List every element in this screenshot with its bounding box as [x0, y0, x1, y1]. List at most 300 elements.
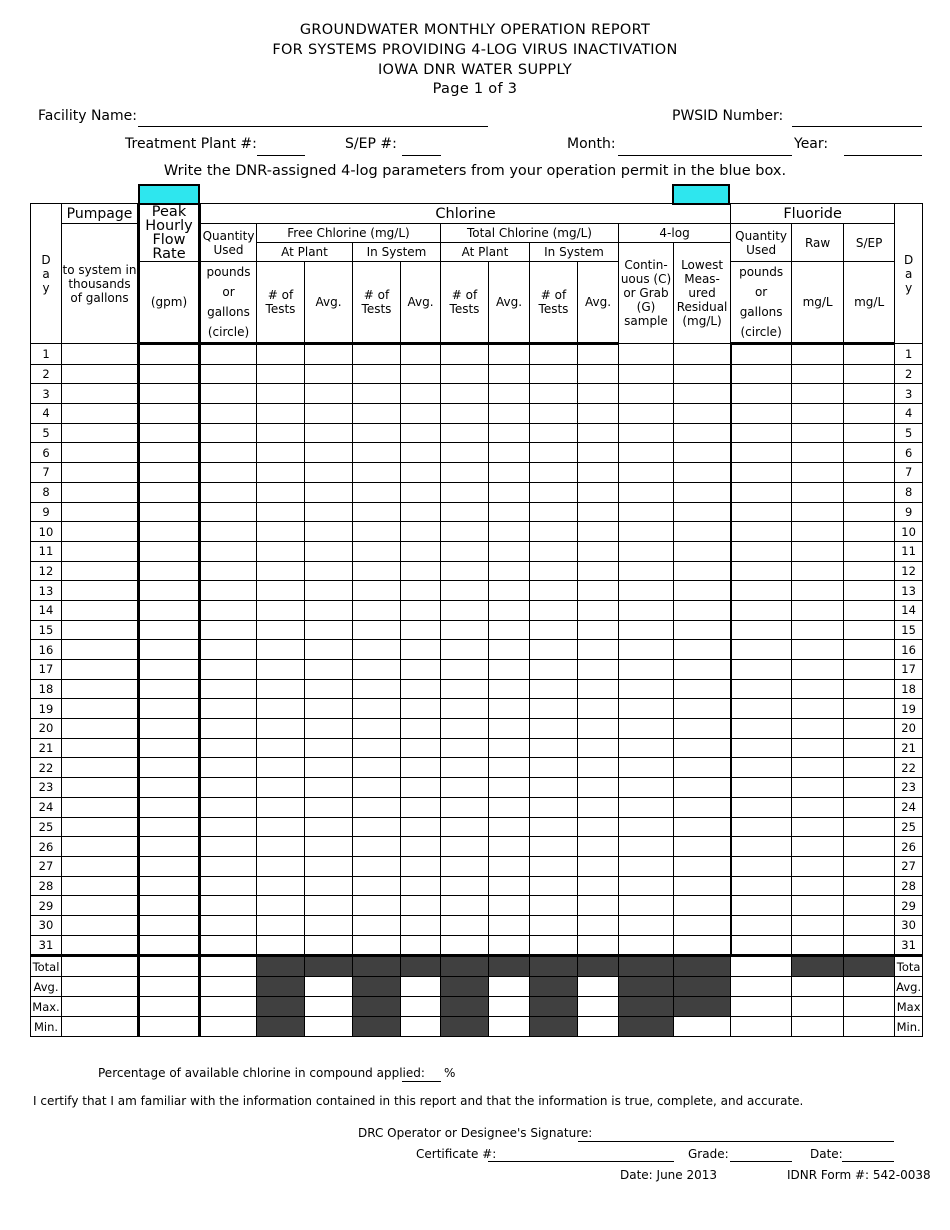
- day-cell[interactable]: [530, 915, 578, 935]
- summary-cell[interactable]: [578, 997, 619, 1017]
- day-cell[interactable]: [674, 738, 731, 758]
- day-cell[interactable]: [619, 384, 674, 404]
- day-cell[interactable]: [353, 935, 401, 956]
- day-cell[interactable]: [731, 600, 792, 620]
- percentage-field[interactable]: [402, 1081, 441, 1082]
- day-cell[interactable]: [441, 640, 489, 660]
- day-cell[interactable]: [792, 561, 844, 581]
- day-cell[interactable]: [353, 482, 401, 502]
- day-cell[interactable]: [62, 876, 139, 896]
- day-cell[interactable]: [731, 581, 792, 601]
- summary-cell[interactable]: [62, 997, 139, 1017]
- day-cell[interactable]: [489, 915, 530, 935]
- day-cell[interactable]: [62, 640, 139, 660]
- day-cell[interactable]: [305, 758, 353, 778]
- day-cell[interactable]: [305, 344, 353, 365]
- facility-name-field[interactable]: [138, 126, 488, 127]
- day-cell[interactable]: [731, 541, 792, 561]
- day-cell[interactable]: [257, 856, 305, 876]
- day-cell[interactable]: [844, 443, 895, 463]
- day-cell[interactable]: [305, 443, 353, 463]
- day-cell[interactable]: [401, 699, 441, 719]
- day-cell[interactable]: [62, 935, 139, 956]
- day-cell[interactable]: [353, 896, 401, 916]
- day-cell[interactable]: [578, 699, 619, 719]
- day-cell[interactable]: [578, 384, 619, 404]
- day-cell[interactable]: [305, 463, 353, 483]
- day-cell[interactable]: [731, 404, 792, 424]
- day-cell[interactable]: [139, 502, 200, 522]
- day-cell[interactable]: [353, 719, 401, 739]
- day-cell[interactable]: [305, 482, 353, 502]
- day-cell[interactable]: [401, 679, 441, 699]
- day-cell[interactable]: [139, 699, 200, 719]
- summary-cell[interactable]: [844, 997, 895, 1017]
- day-cell[interactable]: [731, 364, 792, 384]
- day-cell[interactable]: [353, 404, 401, 424]
- day-cell[interactable]: [257, 620, 305, 640]
- day-cell[interactable]: [530, 581, 578, 601]
- summary-cell[interactable]: [401, 977, 441, 997]
- day-cell[interactable]: [139, 423, 200, 443]
- day-cell[interactable]: [578, 719, 619, 739]
- day-cell[interactable]: [674, 758, 731, 778]
- day-cell[interactable]: [441, 758, 489, 778]
- day-cell[interactable]: [401, 423, 441, 443]
- day-cell[interactable]: [530, 344, 578, 365]
- day-cell[interactable]: [731, 384, 792, 404]
- day-cell[interactable]: [401, 482, 441, 502]
- day-cell[interactable]: [200, 482, 257, 502]
- year-field[interactable]: [844, 155, 922, 156]
- day-cell[interactable]: [62, 817, 139, 837]
- day-cell[interactable]: [139, 817, 200, 837]
- summary-cell[interactable]: [139, 1017, 200, 1037]
- day-cell[interactable]: [62, 915, 139, 935]
- day-cell[interactable]: [578, 541, 619, 561]
- day-cell[interactable]: [139, 738, 200, 758]
- day-cell[interactable]: [353, 797, 401, 817]
- day-cell[interactable]: [844, 620, 895, 640]
- day-cell[interactable]: [441, 522, 489, 542]
- day-cell[interactable]: [619, 463, 674, 483]
- day-cell[interactable]: [139, 876, 200, 896]
- day-cell[interactable]: [353, 738, 401, 758]
- day-cell[interactable]: [489, 896, 530, 916]
- day-cell[interactable]: [353, 699, 401, 719]
- day-cell[interactable]: [200, 463, 257, 483]
- day-cell[interactable]: [62, 758, 139, 778]
- day-cell[interactable]: [441, 620, 489, 640]
- grade-field[interactable]: [730, 1161, 792, 1162]
- day-cell[interactable]: [441, 797, 489, 817]
- day-cell[interactable]: [619, 856, 674, 876]
- day-cell[interactable]: [578, 522, 619, 542]
- day-cell[interactable]: [305, 876, 353, 896]
- day-cell[interactable]: [619, 600, 674, 620]
- day-cell[interactable]: [353, 817, 401, 837]
- day-cell[interactable]: [489, 856, 530, 876]
- day-cell[interactable]: [731, 482, 792, 502]
- day-cell[interactable]: [401, 364, 441, 384]
- day-cell[interactable]: [619, 915, 674, 935]
- day-cell[interactable]: [305, 719, 353, 739]
- day-cell[interactable]: [62, 856, 139, 876]
- day-cell[interactable]: [441, 581, 489, 601]
- day-cell[interactable]: [792, 837, 844, 857]
- day-cell[interactable]: [792, 364, 844, 384]
- day-cell[interactable]: [731, 344, 792, 365]
- day-cell[interactable]: [674, 423, 731, 443]
- day-cell[interactable]: [674, 660, 731, 680]
- day-cell[interactable]: [257, 876, 305, 896]
- day-cell[interactable]: [489, 640, 530, 660]
- day-cell[interactable]: [619, 738, 674, 758]
- day-cell[interactable]: [139, 404, 200, 424]
- summary-cell[interactable]: [139, 956, 200, 977]
- day-cell[interactable]: [619, 896, 674, 916]
- day-cell[interactable]: [139, 856, 200, 876]
- day-cell[interactable]: [578, 837, 619, 857]
- day-cell[interactable]: [200, 758, 257, 778]
- day-cell[interactable]: [530, 561, 578, 581]
- day-cell[interactable]: [401, 856, 441, 876]
- day-cell[interactable]: [489, 620, 530, 640]
- day-cell[interactable]: [530, 423, 578, 443]
- day-cell[interactable]: [530, 541, 578, 561]
- day-cell[interactable]: [731, 896, 792, 916]
- day-cell[interactable]: [792, 463, 844, 483]
- day-cell[interactable]: [674, 404, 731, 424]
- day-cell[interactable]: [792, 758, 844, 778]
- day-cell[interactable]: [619, 620, 674, 640]
- day-cell[interactable]: [353, 443, 401, 463]
- day-cell[interactable]: [353, 344, 401, 365]
- day-cell[interactable]: [578, 423, 619, 443]
- day-cell[interactable]: [200, 640, 257, 660]
- day-cell[interactable]: [530, 620, 578, 640]
- day-cell[interactable]: [844, 935, 895, 956]
- day-cell[interactable]: [139, 364, 200, 384]
- day-cell[interactable]: [792, 817, 844, 837]
- day-cell[interactable]: [257, 896, 305, 916]
- day-cell[interactable]: [844, 502, 895, 522]
- day-cell[interactable]: [844, 541, 895, 561]
- day-cell[interactable]: [353, 423, 401, 443]
- day-cell[interactable]: [674, 581, 731, 601]
- summary-cell[interactable]: [844, 1017, 895, 1037]
- day-cell[interactable]: [401, 502, 441, 522]
- day-cell[interactable]: [844, 758, 895, 778]
- day-cell[interactable]: [200, 561, 257, 581]
- day-cell[interactable]: [305, 738, 353, 758]
- day-cell[interactable]: [401, 797, 441, 817]
- day-cell[interactable]: [619, 581, 674, 601]
- day-cell[interactable]: [62, 600, 139, 620]
- day-cell[interactable]: [200, 522, 257, 542]
- day-cell[interactable]: [530, 896, 578, 916]
- day-cell[interactable]: [619, 344, 674, 365]
- day-cell[interactable]: [257, 915, 305, 935]
- day-cell[interactable]: [844, 344, 895, 365]
- day-cell[interactable]: [441, 679, 489, 699]
- day-cell[interactable]: [674, 541, 731, 561]
- day-cell[interactable]: [578, 817, 619, 837]
- day-cell[interactable]: [674, 502, 731, 522]
- day-cell[interactable]: [792, 719, 844, 739]
- day-cell[interactable]: [619, 364, 674, 384]
- day-cell[interactable]: [578, 738, 619, 758]
- day-cell[interactable]: [200, 443, 257, 463]
- day-cell[interactable]: [139, 482, 200, 502]
- day-cell[interactable]: [619, 837, 674, 857]
- day-cell[interactable]: [401, 719, 441, 739]
- day-cell[interactable]: [731, 915, 792, 935]
- summary-cell[interactable]: [305, 1017, 353, 1037]
- day-cell[interactable]: [674, 797, 731, 817]
- day-cell[interactable]: [530, 502, 578, 522]
- day-cell[interactable]: [619, 482, 674, 502]
- day-cell[interactable]: [401, 640, 441, 660]
- day-cell[interactable]: [731, 640, 792, 660]
- day-cell[interactable]: [441, 541, 489, 561]
- day-cell[interactable]: [257, 719, 305, 739]
- day-cell[interactable]: [305, 797, 353, 817]
- day-cell[interactable]: [578, 482, 619, 502]
- day-cell[interactable]: [139, 581, 200, 601]
- day-cell[interactable]: [401, 581, 441, 601]
- day-cell[interactable]: [401, 778, 441, 798]
- day-cell[interactable]: [489, 679, 530, 699]
- day-cell[interactable]: [441, 856, 489, 876]
- day-cell[interactable]: [489, 463, 530, 483]
- day-cell[interactable]: [257, 660, 305, 680]
- summary-cell[interactable]: [139, 997, 200, 1017]
- day-cell[interactable]: [489, 817, 530, 837]
- day-cell[interactable]: [62, 581, 139, 601]
- day-cell[interactable]: [305, 915, 353, 935]
- day-cell[interactable]: [257, 463, 305, 483]
- day-cell[interactable]: [844, 719, 895, 739]
- day-cell[interactable]: [401, 837, 441, 857]
- day-cell[interactable]: [62, 463, 139, 483]
- day-cell[interactable]: [489, 600, 530, 620]
- day-cell[interactable]: [257, 364, 305, 384]
- day-cell[interactable]: [674, 443, 731, 463]
- day-cell[interactable]: [731, 443, 792, 463]
- day-cell[interactable]: [731, 719, 792, 739]
- day-cell[interactable]: [489, 522, 530, 542]
- summary-cell[interactable]: [139, 977, 200, 997]
- summary-cell[interactable]: [731, 956, 792, 977]
- day-cell[interactable]: [139, 561, 200, 581]
- day-cell[interactable]: [305, 404, 353, 424]
- day-cell[interactable]: [257, 502, 305, 522]
- day-cell[interactable]: [353, 600, 401, 620]
- day-cell[interactable]: [441, 778, 489, 798]
- day-cell[interactable]: [619, 404, 674, 424]
- summary-cell[interactable]: [792, 1017, 844, 1037]
- day-cell[interactable]: [305, 699, 353, 719]
- day-cell[interactable]: [401, 660, 441, 680]
- day-cell[interactable]: [792, 679, 844, 699]
- day-cell[interactable]: [731, 620, 792, 640]
- day-cell[interactable]: [674, 778, 731, 798]
- summary-cell[interactable]: [200, 997, 257, 1017]
- day-cell[interactable]: [62, 344, 139, 365]
- day-cell[interactable]: [200, 384, 257, 404]
- day-cell[interactable]: [305, 561, 353, 581]
- day-cell[interactable]: [200, 738, 257, 758]
- day-cell[interactable]: [257, 797, 305, 817]
- day-cell[interactable]: [619, 719, 674, 739]
- day-cell[interactable]: [731, 837, 792, 857]
- day-cell[interactable]: [489, 935, 530, 956]
- day-cell[interactable]: [674, 364, 731, 384]
- day-cell[interactable]: [353, 384, 401, 404]
- day-cell[interactable]: [731, 423, 792, 443]
- day-cell[interactable]: [200, 719, 257, 739]
- day-cell[interactable]: [792, 797, 844, 817]
- certificate-field[interactable]: [488, 1161, 674, 1162]
- day-cell[interactable]: [530, 482, 578, 502]
- day-cell[interactable]: [578, 463, 619, 483]
- day-cell[interactable]: [578, 935, 619, 956]
- day-cell[interactable]: [353, 561, 401, 581]
- day-cell[interactable]: [489, 404, 530, 424]
- day-cell[interactable]: [353, 856, 401, 876]
- day-cell[interactable]: [257, 837, 305, 857]
- day-cell[interactable]: [731, 502, 792, 522]
- lowest-residual-permit-box[interactable]: [672, 184, 730, 205]
- day-cell[interactable]: [200, 423, 257, 443]
- day-cell[interactable]: [441, 817, 489, 837]
- day-cell[interactable]: [844, 581, 895, 601]
- day-cell[interactable]: [530, 738, 578, 758]
- day-cell[interactable]: [257, 778, 305, 798]
- day-cell[interactable]: [200, 581, 257, 601]
- day-cell[interactable]: [731, 522, 792, 542]
- day-cell[interactable]: [578, 443, 619, 463]
- day-cell[interactable]: [305, 502, 353, 522]
- day-cell[interactable]: [792, 778, 844, 798]
- day-cell[interactable]: [731, 856, 792, 876]
- day-cell[interactable]: [530, 522, 578, 542]
- day-cell[interactable]: [441, 719, 489, 739]
- day-cell[interactable]: [200, 797, 257, 817]
- day-cell[interactable]: [792, 384, 844, 404]
- day-cell[interactable]: [62, 738, 139, 758]
- day-cell[interactable]: [139, 660, 200, 680]
- day-cell[interactable]: [578, 876, 619, 896]
- day-cell[interactable]: [489, 384, 530, 404]
- day-cell[interactable]: [792, 738, 844, 758]
- day-cell[interactable]: [353, 463, 401, 483]
- day-cell[interactable]: [401, 541, 441, 561]
- day-cell[interactable]: [441, 837, 489, 857]
- summary-cell[interactable]: [62, 1017, 139, 1037]
- day-cell[interactable]: [530, 443, 578, 463]
- day-cell[interactable]: [489, 541, 530, 561]
- day-cell[interactable]: [731, 738, 792, 758]
- day-cell[interactable]: [305, 935, 353, 956]
- day-cell[interactable]: [401, 758, 441, 778]
- day-cell[interactable]: [489, 502, 530, 522]
- day-cell[interactable]: [578, 404, 619, 424]
- summary-cell[interactable]: [489, 1017, 530, 1037]
- day-cell[interactable]: [305, 817, 353, 837]
- day-cell[interactable]: [619, 817, 674, 837]
- day-cell[interactable]: [353, 364, 401, 384]
- day-cell[interactable]: [62, 541, 139, 561]
- day-cell[interactable]: [401, 522, 441, 542]
- signature-field[interactable]: [578, 1141, 894, 1142]
- day-cell[interactable]: [139, 600, 200, 620]
- day-cell[interactable]: [257, 404, 305, 424]
- day-cell[interactable]: [792, 915, 844, 935]
- day-cell[interactable]: [731, 797, 792, 817]
- day-cell[interactable]: [619, 699, 674, 719]
- summary-cell[interactable]: [844, 977, 895, 997]
- day-cell[interactable]: [619, 758, 674, 778]
- day-cell[interactable]: [200, 344, 257, 365]
- summary-cell[interactable]: [489, 977, 530, 997]
- day-cell[interactable]: [62, 699, 139, 719]
- day-cell[interactable]: [844, 837, 895, 857]
- day-cell[interactable]: [257, 561, 305, 581]
- summary-cell[interactable]: [578, 1017, 619, 1037]
- day-cell[interactable]: [401, 344, 441, 365]
- summary-cell[interactable]: [200, 1017, 257, 1037]
- month-field[interactable]: [618, 155, 792, 156]
- day-cell[interactable]: [257, 600, 305, 620]
- day-cell[interactable]: [489, 581, 530, 601]
- day-cell[interactable]: [530, 679, 578, 699]
- day-cell[interactable]: [530, 719, 578, 739]
- day-cell[interactable]: [353, 581, 401, 601]
- day-cell[interactable]: [674, 915, 731, 935]
- day-cell[interactable]: [674, 699, 731, 719]
- day-cell[interactable]: [792, 896, 844, 916]
- day-cell[interactable]: [844, 384, 895, 404]
- day-cell[interactable]: [731, 876, 792, 896]
- day-cell[interactable]: [257, 699, 305, 719]
- day-cell[interactable]: [578, 778, 619, 798]
- day-cell[interactable]: [441, 502, 489, 522]
- day-cell[interactable]: [62, 502, 139, 522]
- day-cell[interactable]: [139, 758, 200, 778]
- day-cell[interactable]: [844, 423, 895, 443]
- day-cell[interactable]: [257, 581, 305, 601]
- day-cell[interactable]: [530, 404, 578, 424]
- day-cell[interactable]: [844, 561, 895, 581]
- day-cell[interactable]: [578, 502, 619, 522]
- day-cell[interactable]: [674, 600, 731, 620]
- summary-cell[interactable]: [792, 977, 844, 997]
- day-cell[interactable]: [139, 463, 200, 483]
- day-cell[interactable]: [792, 404, 844, 424]
- day-cell[interactable]: [530, 817, 578, 837]
- day-cell[interactable]: [578, 600, 619, 620]
- day-cell[interactable]: [530, 837, 578, 857]
- day-cell[interactable]: [674, 463, 731, 483]
- day-cell[interactable]: [305, 541, 353, 561]
- day-cell[interactable]: [200, 837, 257, 857]
- day-cell[interactable]: [200, 679, 257, 699]
- day-cell[interactable]: [578, 640, 619, 660]
- day-cell[interactable]: [731, 463, 792, 483]
- day-cell[interactable]: [578, 797, 619, 817]
